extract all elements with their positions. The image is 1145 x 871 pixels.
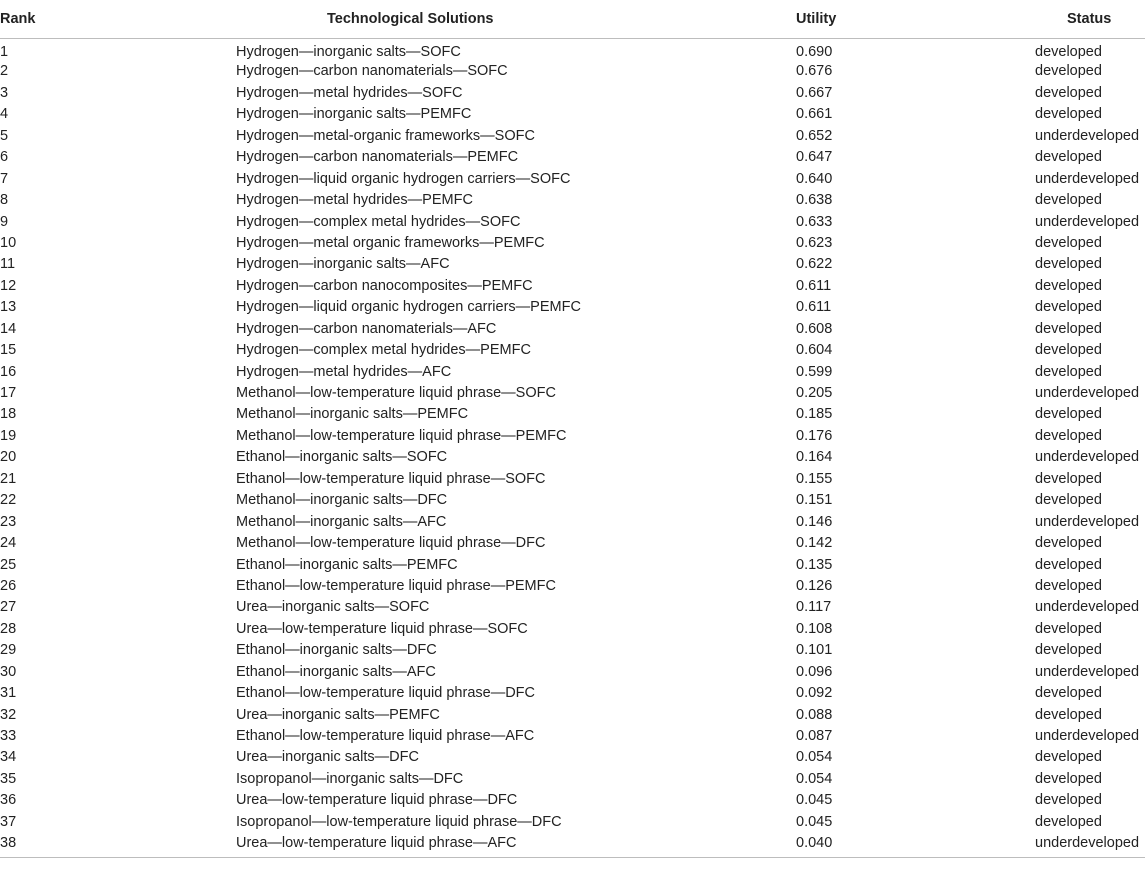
- status-cell: developed: [1035, 106, 1102, 123]
- utility-cell: 0.176: [796, 427, 833, 444]
- table-row: [0, 254, 1145, 275]
- status-cell: underdeveloped: [1035, 449, 1140, 466]
- solution-cell: Urea—low-temperature liquid phrase—AFC: [236, 833, 796, 858]
- utility-cell: 0.135: [796, 556, 833, 573]
- rank-cell: 28: [0, 620, 17, 637]
- solution-cell: Hydrogen—inorganic salts—SOFC: [236, 43, 461, 60]
- status-cell: developed: [1035, 749, 1102, 766]
- header-utility: Utility: [796, 0, 1035, 39]
- utility-cell: 0.676: [796, 63, 833, 80]
- utility-cell: 0.040: [796, 833, 1035, 858]
- status-cell: underdeveloped: [1035, 599, 1140, 616]
- rank-cell: 4: [0, 106, 9, 123]
- solution-cell: Hydrogen—carbon nanocomposites—PEMFC: [236, 277, 533, 294]
- utility-cell: 0.151: [796, 492, 833, 509]
- table-row: [0, 425, 1145, 446]
- table-row: [0, 447, 1145, 468]
- status-cell: developed: [1035, 642, 1102, 659]
- rank-cell: 5: [0, 127, 9, 144]
- utility-cell: 0.054: [796, 770, 833, 787]
- rank-cell: 21: [0, 470, 17, 487]
- utility-cell: 0.045: [796, 792, 833, 809]
- solution-cell: Hydrogen—metal hydrides—SOFC: [236, 84, 463, 101]
- table-header: [0, 0, 1145, 39]
- solution-cell: Hydrogen—carbon nanomaterials—AFC: [236, 320, 497, 337]
- status-cell: underdeveloped: [1035, 213, 1140, 230]
- rank-cell: 38: [0, 833, 236, 858]
- status-cell: developed: [1035, 706, 1102, 723]
- utility-cell: 0.164: [796, 449, 833, 466]
- utility-cell: 0.142: [796, 535, 833, 552]
- utility-cell: 0.101: [796, 642, 833, 659]
- rank-cell: 22: [0, 492, 17, 509]
- solution-cell: Ethanol—inorganic salts—DFC: [236, 642, 437, 659]
- utility-cell: 0.117: [796, 599, 832, 616]
- status-cell: developed: [1035, 813, 1102, 830]
- utility-cell: 0.623: [796, 234, 833, 251]
- status-cell: developed: [1035, 234, 1102, 251]
- rank-cell: 37: [0, 813, 17, 830]
- solution-cell: Ethanol—inorganic salts—PEMFC: [236, 556, 458, 573]
- rank-cell: 25: [0, 556, 17, 573]
- table-row: [0, 61, 1145, 82]
- solution-cell: Isopropanol—low-temperature liquid phrase—DFC: [236, 813, 562, 830]
- solution-cell: Urea—low-temperature liquid phrase—DFC: [236, 792, 518, 809]
- rank-cell: 34: [0, 749, 17, 766]
- solution-cell: Methanol—low-temperature liquid phrase—PEMFC: [236, 427, 567, 444]
- utility-cell: 0.690: [796, 43, 833, 60]
- status-cell: developed: [1035, 685, 1102, 702]
- table-row: [0, 597, 1145, 618]
- utility-cell: 0.667: [796, 84, 833, 101]
- table-row: [0, 768, 1145, 789]
- rank-cell: 13: [0, 299, 17, 316]
- status-cell: developed: [1035, 577, 1102, 594]
- status-cell: underdeveloped: [1035, 385, 1140, 402]
- solution-cell: Ethanol—low-temperature liquid phrase—AFC: [236, 728, 535, 745]
- solution-cell: Ethanol—low-temperature liquid phrase—PEMFC: [236, 577, 556, 594]
- solution-cell: Hydrogen—liquid organic hydrogen carriers—SOFC: [236, 170, 571, 187]
- solution-cell: Methanol—low-temperature liquid phrase—SOFC: [236, 385, 556, 402]
- rank-cell: 12: [0, 277, 17, 294]
- status-cell: developed: [1035, 492, 1102, 509]
- status-cell: underdeveloped: [1035, 513, 1140, 530]
- rank-cell: 30: [0, 663, 17, 680]
- status-cell: developed: [1035, 792, 1102, 809]
- status-cell: developed: [1035, 149, 1102, 166]
- table-row: [0, 833, 1145, 858]
- rank-cell: 19: [0, 427, 17, 444]
- utility-cell: 0.092: [796, 685, 833, 702]
- utility-cell: 0.640: [796, 170, 833, 187]
- rank-cell: 8: [0, 192, 9, 209]
- solution-cell: Hydrogen—carbon nanomaterials—PEMFC: [236, 149, 519, 166]
- rank-cell: 15: [0, 342, 17, 359]
- status-cell: developed: [1035, 320, 1102, 337]
- solution-cell: Ethanol—low-temperature liquid phrase—DFC: [236, 685, 535, 702]
- table-row: [0, 511, 1145, 532]
- status-cell: developed: [1035, 342, 1102, 359]
- solution-cell: Hydrogen—liquid organic hydrogen carriers—PEMFC: [236, 299, 581, 316]
- utility-cell: 0.604: [796, 342, 833, 359]
- status-cell: developed: [1035, 556, 1102, 573]
- utility-cell: 0.045: [796, 813, 833, 830]
- table-row: [0, 318, 1145, 339]
- rank-cell: 2: [0, 63, 9, 80]
- solution-cell: Methanol—inorganic salts—AFC: [236, 513, 447, 530]
- table-body: [0, 39, 1145, 858]
- status-cell: developed: [1035, 770, 1102, 787]
- table-row: [0, 233, 1145, 254]
- utility-cell: 0.185: [796, 406, 833, 423]
- rank-cell: 10: [0, 234, 17, 251]
- table-row: [0, 404, 1145, 425]
- status-cell: underdeveloped: [1035, 663, 1140, 680]
- solution-cell: Ethanol—inorganic salts—AFC: [236, 663, 436, 680]
- utility-cell: 0.126: [796, 577, 833, 594]
- utility-cell: 0.108: [796, 620, 833, 637]
- utility-cell: 0.638: [796, 192, 833, 209]
- utility-cell: 0.622: [796, 256, 833, 273]
- rank-cell: 29: [0, 642, 17, 659]
- solution-cell: Ethanol—low-temperature liquid phrase—SOFC: [236, 470, 546, 487]
- table-row: [0, 39, 1145, 62]
- table-row: [0, 811, 1145, 832]
- solution-cell: Methanol—low-temperature liquid phrase—DFC: [236, 535, 546, 552]
- table-row: [0, 147, 1145, 168]
- status-cell: developed: [1035, 43, 1102, 60]
- table-row: [0, 361, 1145, 382]
- header-row: [0, 0, 1145, 39]
- table-row: [0, 704, 1145, 725]
- status-cell: developed: [1035, 63, 1102, 80]
- solution-cell: Urea—low-temperature liquid phrase—SOFC: [236, 620, 528, 637]
- rank-cell: 17: [0, 385, 17, 402]
- solution-cell: Hydrogen—metal organic frameworks—PEMFC: [236, 234, 545, 251]
- table-row: [0, 490, 1145, 511]
- rank-cell: 9: [0, 213, 9, 230]
- solution-cell: Hydrogen—inorganic salts—AFC: [236, 256, 450, 273]
- table-row: [0, 275, 1145, 296]
- table-row: [0, 340, 1145, 361]
- status-cell: developed: [1035, 277, 1102, 294]
- solution-cell: Hydrogen—complex metal hydrides—SOFC: [236, 213, 521, 230]
- solution-cell: Isopropanol—inorganic salts—DFC: [236, 770, 464, 787]
- table-row: [0, 683, 1145, 704]
- solution-cell: Ethanol—inorganic salts—SOFC: [236, 449, 448, 466]
- status-cell: developed: [1035, 256, 1102, 273]
- solution-cell: Hydrogen—metal hydrides—PEMFC: [236, 192, 473, 209]
- utility-cell: 0.054: [796, 749, 833, 766]
- utility-cell: 0.661: [796, 106, 833, 123]
- table-row: [0, 554, 1145, 575]
- status-cell: developed: [1035, 84, 1102, 101]
- table-row: [0, 383, 1145, 404]
- solution-cell: Urea—inorganic salts—SOFC: [236, 599, 430, 616]
- status-cell: underdeveloped: [1035, 127, 1140, 144]
- utility-cell: 0.608: [796, 320, 833, 337]
- utility-cell: 0.633: [796, 213, 833, 230]
- solution-cell: Hydrogen—metal-organic frameworks—SOFC: [236, 127, 535, 144]
- rank-cell: 36: [0, 792, 17, 809]
- table-row: [0, 618, 1145, 639]
- status-cell: underdeveloped: [1035, 728, 1140, 745]
- table-row: [0, 468, 1145, 489]
- rank-cell: 7: [0, 170, 9, 187]
- rank-cell: 24: [0, 535, 17, 552]
- status-cell: developed: [1035, 427, 1102, 444]
- solution-cell: Hydrogen—inorganic salts—PEMFC: [236, 106, 472, 123]
- solution-cell: Hydrogen—metal hydrides—AFC: [236, 363, 452, 380]
- utility-cell: 0.611: [796, 299, 832, 316]
- utility-cell: 0.205: [796, 385, 833, 402]
- table-row: [0, 533, 1145, 554]
- status-cell: underdeveloped: [1035, 833, 1145, 858]
- utility-cell: 0.096: [796, 663, 833, 680]
- rank-cell: 1: [0, 43, 9, 60]
- status-cell: developed: [1035, 406, 1102, 423]
- header-solutions: Technological Solutions: [236, 0, 796, 39]
- utility-cell: 0.088: [796, 706, 833, 723]
- status-cell: developed: [1035, 620, 1102, 637]
- table-row: [0, 297, 1145, 318]
- utility-cell: 0.599: [796, 363, 833, 380]
- table-row: [0, 640, 1145, 661]
- table-row: [0, 661, 1145, 682]
- utility-cell: 0.652: [796, 127, 833, 144]
- table-row: [0, 726, 1145, 747]
- rank-cell: 31: [0, 685, 17, 702]
- solution-cell: Methanol—inorganic salts—PEMFC: [236, 406, 469, 423]
- rank-cell: 27: [0, 599, 17, 616]
- table-row: [0, 82, 1145, 103]
- status-cell: developed: [1035, 363, 1102, 380]
- table-row: [0, 190, 1145, 211]
- solution-cell: Methanol—inorganic salts—DFC: [236, 492, 448, 509]
- table-row: [0, 168, 1145, 189]
- table-row: [0, 211, 1145, 232]
- rank-cell: 32: [0, 706, 17, 723]
- header-status: Status: [1035, 0, 1145, 39]
- utility-cell: 0.155: [796, 470, 833, 487]
- rank-cell: 35: [0, 770, 17, 787]
- table-row: [0, 747, 1145, 768]
- status-cell: developed: [1035, 192, 1102, 209]
- table-row: [0, 576, 1145, 597]
- rank-cell: 3: [0, 84, 9, 101]
- solution-cell: Urea—inorganic salts—PEMFC: [236, 706, 440, 723]
- rank-cell: 26: [0, 577, 17, 594]
- solution-cell: Hydrogen—complex metal hydrides—PEMFC: [236, 342, 531, 359]
- rank-cell: 16: [0, 363, 17, 380]
- rank-cell: 18: [0, 406, 17, 423]
- header-rank: Rank: [0, 0, 236, 39]
- status-cell: developed: [1035, 470, 1102, 487]
- table-row: [0, 104, 1145, 125]
- rank-cell: 6: [0, 149, 9, 166]
- status-cell: developed: [1035, 299, 1102, 316]
- solution-cell: Hydrogen—carbon nanomaterials—SOFC: [236, 63, 508, 80]
- table-row: [0, 125, 1145, 146]
- utility-cell: 0.087: [796, 728, 833, 745]
- solution-cell: Urea—inorganic salts—DFC: [236, 749, 419, 766]
- rank-cell: 14: [0, 320, 17, 337]
- rank-cell: 11: [0, 256, 16, 273]
- utility-cell: 0.647: [796, 149, 833, 166]
- rank-cell: 33: [0, 728, 17, 745]
- table-row: [0, 790, 1145, 811]
- status-cell: underdeveloped: [1035, 170, 1140, 187]
- rank-cell: 20: [0, 449, 17, 466]
- utility-cell: 0.146: [796, 513, 833, 530]
- utility-cell: 0.611: [796, 277, 832, 294]
- rank-cell: 23: [0, 513, 17, 530]
- status-cell: developed: [1035, 535, 1102, 552]
